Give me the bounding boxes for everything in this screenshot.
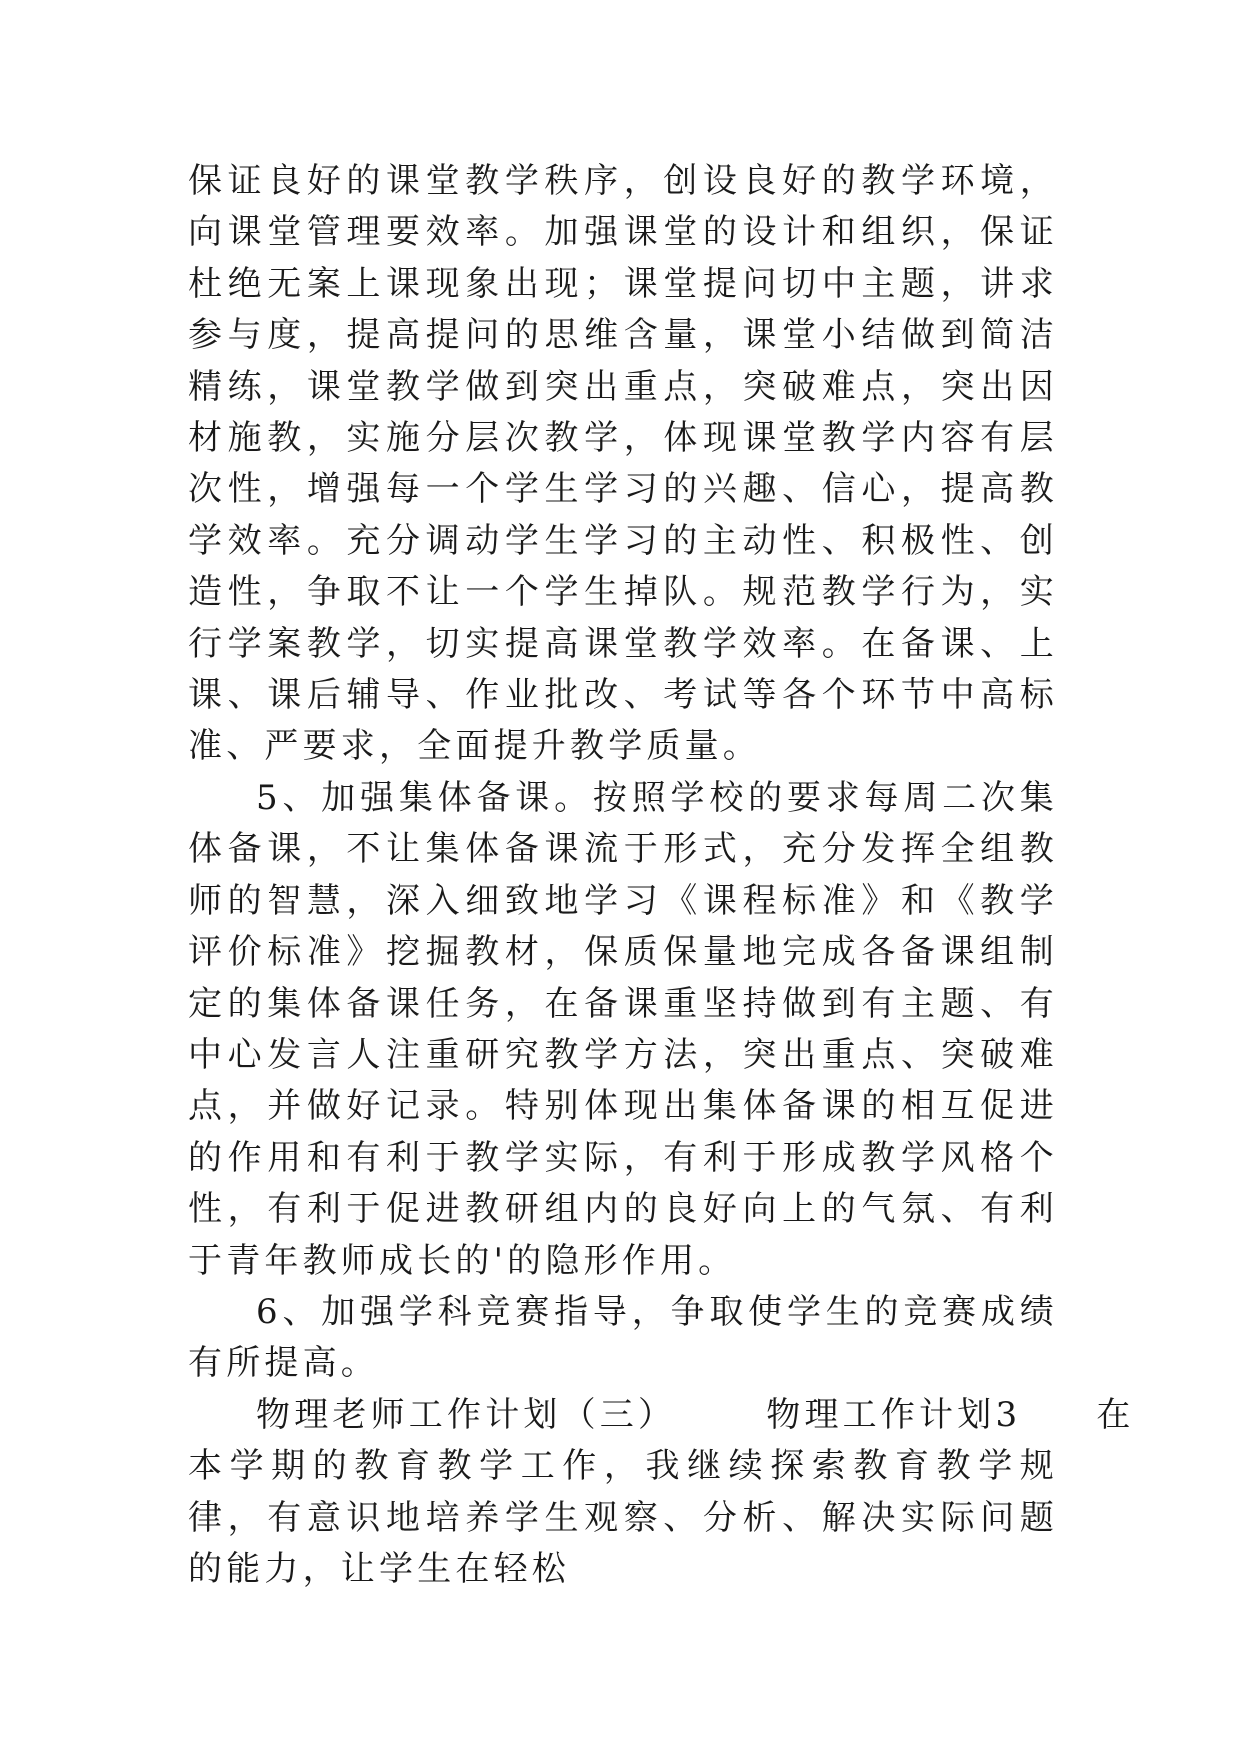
subtitle-gap bbox=[1021, 1395, 1096, 1435]
paragraph-classroom-order: 保证良好的课堂教学秩序，创设良好的教学环境，向课堂管理要效率。加强课堂的设计和组织，保证杜绝无案上课现象出现；课堂提问切中主题，讲求参与度，提高提问的思维含量，课堂小结做到简洁精练，课堂教学做到突出重点，突破难点，突出因材施教，实施分层次教学，体现课堂教学内容有层次性，增强每一个学生学习的兴趣、信心，提高教学效率。充分调动学生学习的主动性、积极性、创造性，争取不让一个学生掉队。规范教学行为，实行学案教学，切实提高课堂教学效率。在备课、上课、课后辅导、作业批改、考试等各个环节中高标准、严要求，全面提升教学质量。 bbox=[188, 161, 1058, 767]
title-gap bbox=[676, 1395, 766, 1435]
final-paragraph-start: 在本学期的教育教学工作，我继续探索教育教学规律，有意识地培养学生观察、分析、解决实际问题的能力，让学生在轻松 bbox=[188, 1394, 1135, 1589]
section-title: 物理老师工作计划（三） bbox=[256, 1394, 677, 1435]
document-body bbox=[188, 156, 1135, 1595]
paragraph-competition-guidance: 6、加强学科竞赛指导，争取使学生的竞赛成绩有所提高。 bbox=[188, 1291, 1058, 1384]
paragraph-section-three bbox=[188, 1390, 1135, 1596]
paragraph-collective-lesson-prep: 5、加强集体备课。按照学校的要求每周二次集体备课，不让集体备课流于形式，充分发挥全组教师的智慧，深入细致地学习《课程标准》和《教学评价标准》挖掘教材，保质保量地完成各备课组制定的集体备课任务，在备课重坚持做到有主题、有中心发言人注重研究教学方法，突出重点、突破难点，并做好记录。特别体现出集体备课的相互促进的作用和有利于教学实际，有利于形成教学风格个性，有利于促进教研组内的良好向上的气氛、有利于青年教师成长的'的隐形作用。 bbox=[188, 777, 1058, 1281]
section-subtitle: 物理工作计划3 bbox=[766, 1394, 1022, 1435]
